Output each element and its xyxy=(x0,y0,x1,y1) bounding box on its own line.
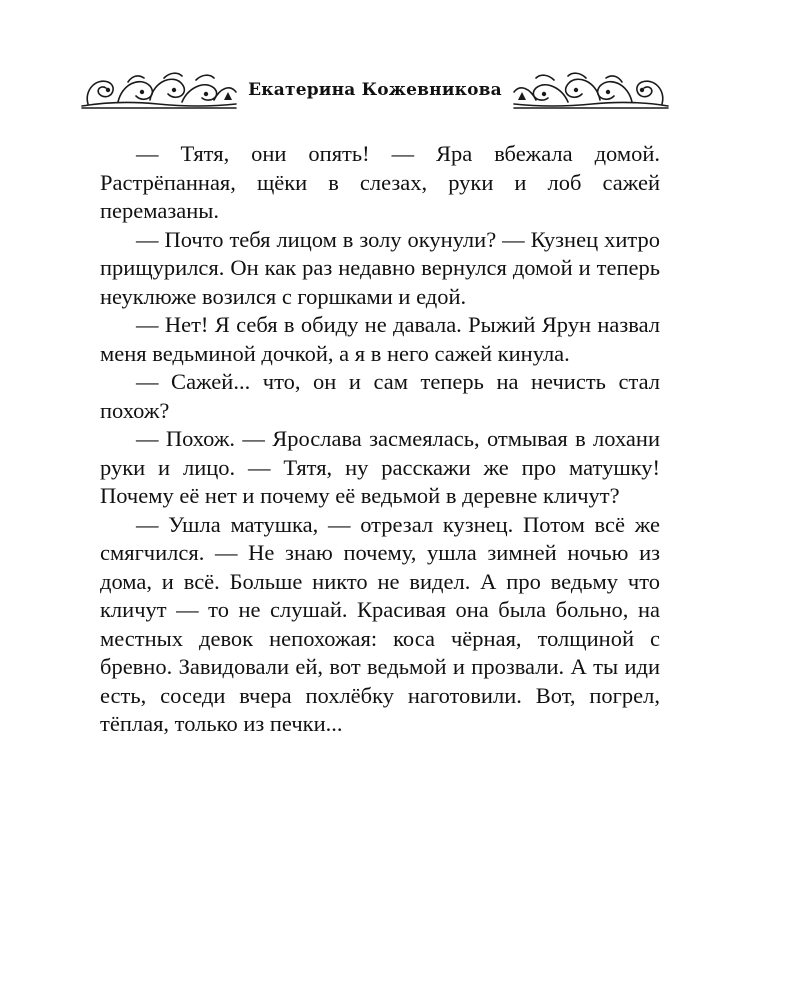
paragraph-5: — Похож. — Ярослава засмеялась, отмывая в лохани руки и лицо. — Тятя, ну расскажи же про матушку! Почему её нет и почему её ведьмой в деревне кличут? xyxy=(100,426,660,508)
ornament-left-icon xyxy=(78,70,240,114)
paragraph-1: — Тятя, они опять! — Яра вбежала домой. Растрёпанная, щёки в слезах, руки и лоб сажей перемазаны. xyxy=(100,141,660,223)
paragraph-2: — Почто тебя лицом в золу окунули? — Кузнец хитро прищурился. Он как раз недавно вернулся домой и теперь неуклюже возился с горшками и едой. xyxy=(100,226,660,309)
paragraph-6: — Ушла матушка, — отрезал кузнец. Потом всё же смягчился. — Не знаю почему, ушла зимней ночью из дома, и всё. Больше никто не видел. А про ведьму что кличут — то не слушай. Красивая она была больно, на местных девок непохожая: коса чёрная, толщиной с бревно. Завидовали ей, вот ведьмой и прозвали. А ты иди есть, соседи вчера похлёбку наготовили. Вот, погрел, тёплая, только из печки... xyxy=(100,511,660,736)
author-name: Екатерина Кожевникова xyxy=(248,80,502,100)
ornament-right-icon xyxy=(510,70,672,114)
paragraph-4: — Сажей... что, он и сам теперь на нечисть стал похож? xyxy=(100,369,660,423)
running-header xyxy=(78,70,678,114)
paragraph-3: — Нет! Я себя в обиду не давала. Рыжий Ярун назвал меня ведьминой дочкой, а я в него сажей кинула. xyxy=(100,312,660,366)
page-body xyxy=(100,140,660,739)
